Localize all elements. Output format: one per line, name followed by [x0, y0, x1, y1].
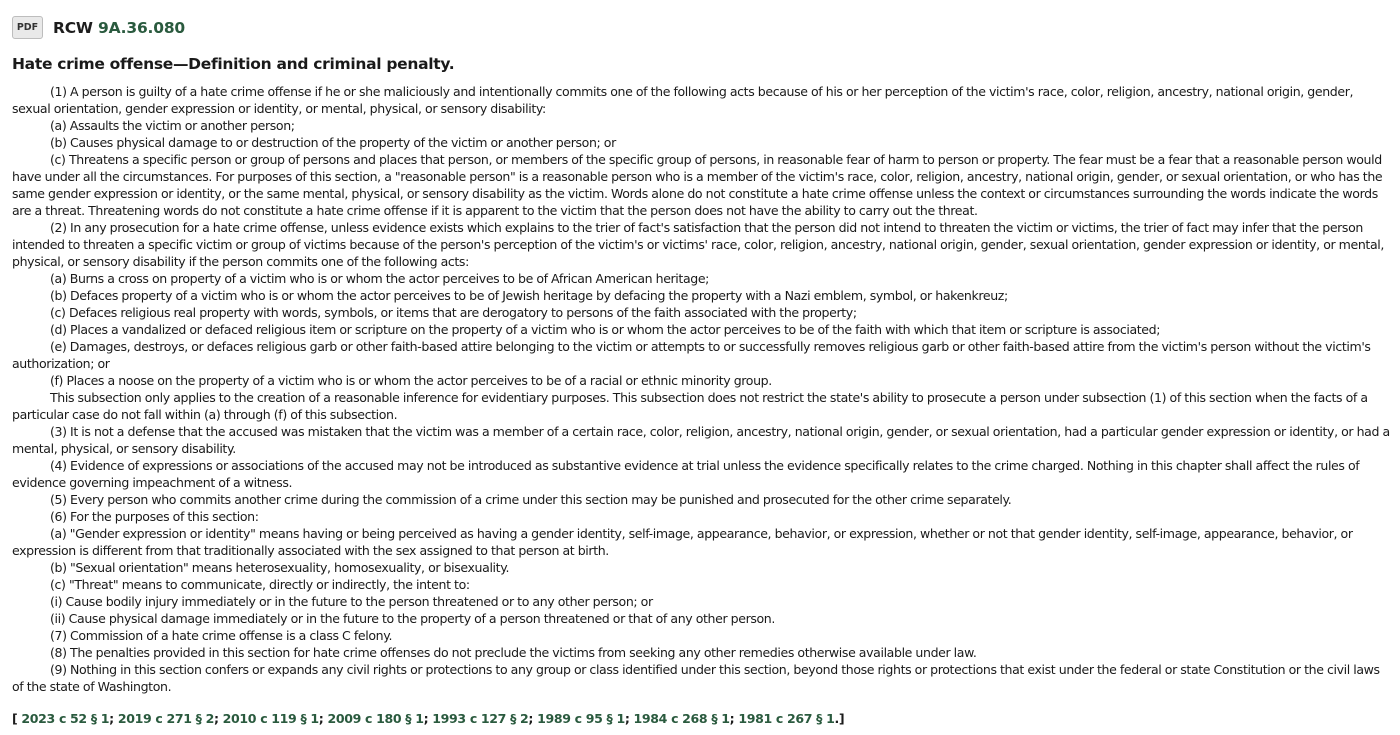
- statute-paragraph: (2) In any prosecution for a hate crime offense, unless evidence exists which explains to the trier of fact's satisfaction that the person did not intend to threaten the victim or victims, the trier of fact may infer that the person intended to threaten a specific victim or group of victims because of the person's perception of the victim's or victims' race, color, religion, ancestry, national origin, gender, sexual orientation, gender expression or identity, or mental, physical, or sensory disability if the person commits one of the following acts:: [12, 220, 1384, 269]
- history-separator: ;: [624, 711, 634, 726]
- history-separator: ;: [109, 711, 118, 726]
- statute-paragraph: (ii) Cause physical damage immediately or in the future to the property of a person threatened or that of any other person.: [50, 611, 775, 626]
- statute-paragraph: (b) Defaces property of a victim who is or whom the actor perceives to be of Jewish heritage by defacing the property with a Nazi emblem, symbol, or hakenkreuz;: [50, 288, 1008, 303]
- statute-body: [12, 83, 1390, 695]
- section-caption: Hate crime offense—Definition and criminal penalty.: [12, 55, 455, 73]
- history-citation-link[interactable]: 2010 c 119 § 1: [222, 711, 319, 726]
- history-citation-link[interactable]: 1993 c 127 § 2: [432, 711, 529, 726]
- statute-paragraph: (a) "Gender expression or identity" means having or being perceived as having a gender identity, self-image, appearance, behavior, or expression, whether or not that gender identity, self-image, appearance, behavior, or expression is different from that traditionally associated with the sex assigned to that person at birth.: [12, 526, 1353, 558]
- statute-paragraph: (5) Every person who commits another crime during the commission of a crime under this section may be punished and prosecuted for the other crime separately.: [50, 492, 1012, 507]
- statute-paragraph: (i) Cause bodily injury immediately or in the future to the person threatened or to any other person; or: [50, 594, 653, 609]
- history-separator: ;: [423, 711, 433, 726]
- statute-paragraph: (c) Defaces religious real property with words, symbols, or items that are derogatory to persons of the faith associated with the property;: [50, 305, 857, 320]
- history-separator: ;: [318, 711, 328, 726]
- statute-paragraph: (a) Assaults the victim or another person;: [50, 118, 295, 133]
- statute-paragraph: (6) For the purposes of this section:: [50, 509, 259, 524]
- statute-paragraph: (e) Damages, destroys, or defaces religious garb or other faith-based attire belonging to the victim or attempts to or successfully removes religious garb or other faith-based attire from the victim's person without the victim's authorization; or: [12, 339, 1371, 371]
- statute-paragraph: (1) A person is guilty of a hate crime offense if he or she maliciously and intentionally commits one of the following acts because of his or her perception of the victim's race, color, religion, ancestry, national origin, gender, sexual orientation, gender expression or identity, or mental, physical, or sensory disability:: [12, 84, 1354, 116]
- statute-paragraph: (7) Commission of a hate crime offense is a class C felony.: [50, 628, 393, 643]
- history-separator: ;: [729, 711, 739, 726]
- statute-paragraph: (3) It is not a defense that the accused was mistaken that the victim was a member of a certain race, color, religion, ancestry, national origin, gender, or sexual orientation, had a particular gender expression or identity, or had a mental, physical, or sensory disability.: [12, 424, 1390, 456]
- rcw-prefix: RCW: [53, 18, 99, 37]
- history-citation-link[interactable]: 1984 c 268 § 1: [633, 711, 730, 726]
- history-separator: ;: [213, 711, 223, 726]
- history-citation-link[interactable]: 2023 c 52 § 1: [21, 711, 110, 726]
- history-citation-link[interactable]: 1989 c 95 § 1: [537, 711, 625, 726]
- statute-paragraph: (4) Evidence of expressions or associations of the accused may not be introduced as substantive evidence at trial unless the evidence specifically relates to the crime charged. Nothing in this chapter shall affect the rules of evidence governing impeachment of a witness.: [12, 458, 1360, 490]
- statute-paragraph: (9) Nothing in this section confers or expands any civil rights or protections to any group or class identified under this section, beyond those rights or protections that exist under the federal or state Constitution or the civil laws of the state of Washington.: [12, 662, 1380, 694]
- history-citation-link[interactable]: 2009 c 180 § 1: [327, 711, 424, 726]
- rcw-title: [53, 19, 185, 37]
- statute-paragraph: (f) Places a noose on the property of a victim who is or whom the actor perceives to be of a racial or ethnic minority group.: [50, 373, 772, 388]
- statute-paragraph: (a) Burns a cross on property of a victim who is or whom the actor perceives to be of African American heritage;: [50, 271, 710, 286]
- history-citation-link[interactable]: 2019 c 271 § 2: [117, 711, 214, 726]
- statute-paragraph: (c) "Threat" means to communicate, directly or indirectly, the intent to:: [50, 577, 470, 592]
- rcw-header: [12, 16, 185, 39]
- history-note: [12, 711, 844, 726]
- history-citation-link[interactable]: 1981 c 267 § 1: [738, 711, 835, 726]
- statute-paragraph: This subsection only applies to the creation of a reasonable inference for evidentiary purposes. This subsection does not restrict the state's ability to prosecute a person under subsection (1) of this section when the facts of a particular case do not fall within (a) through (f) of this subsection.: [12, 390, 1368, 422]
- statute-paragraph: (8) The penalties provided in this section for hate crime offenses do not preclude the victims from seeking any other remedies otherwise available under law.: [50, 645, 977, 660]
- history-close-bracket: .]: [834, 711, 845, 726]
- statute-paragraph: (b) "Sexual orientation" means heterosexuality, homosexuality, or bisexuality.: [50, 560, 510, 575]
- history-open-bracket: [: [12, 711, 22, 726]
- history-separator: ;: [528, 711, 538, 726]
- statute-paragraph: (c) Threatens a specific person or group of persons and places that person, or members of the specific group of persons, in reasonable fear of harm to person or property. The fear must be a fear that a reasonable person would have under all the circumstances. For purposes of this section, a "reasonable person" is a reasonable person who is a member of the victim's race, color, religion, ancestry, national origin, gender, or sexual orientation, or who has the same gender expression or identity, or the same mental, physical, or sensory disability as the victim. Words alone do not constitute a hate crime offense unless the context or circumstances surrounding the words indicate the words are a threat. Threatening words do not constitute a hate crime offense if it is apparent to the victim that the person does not have the ability to carry out the threat.: [12, 152, 1383, 218]
- rcw-number-link[interactable]: 9A.36.080: [98, 18, 185, 37]
- statute-paragraph: (b) Causes physical damage to or destruction of the property of the victim or another person; or: [50, 135, 616, 150]
- statute-paragraph: (d) Places a vandalized or defaced religious item or scripture on the property of a victim who is or whom the actor perceives to be of the faith with which that item or scripture is associated;: [50, 322, 1161, 337]
- pdf-button[interactable]: PDF: [12, 16, 43, 39]
